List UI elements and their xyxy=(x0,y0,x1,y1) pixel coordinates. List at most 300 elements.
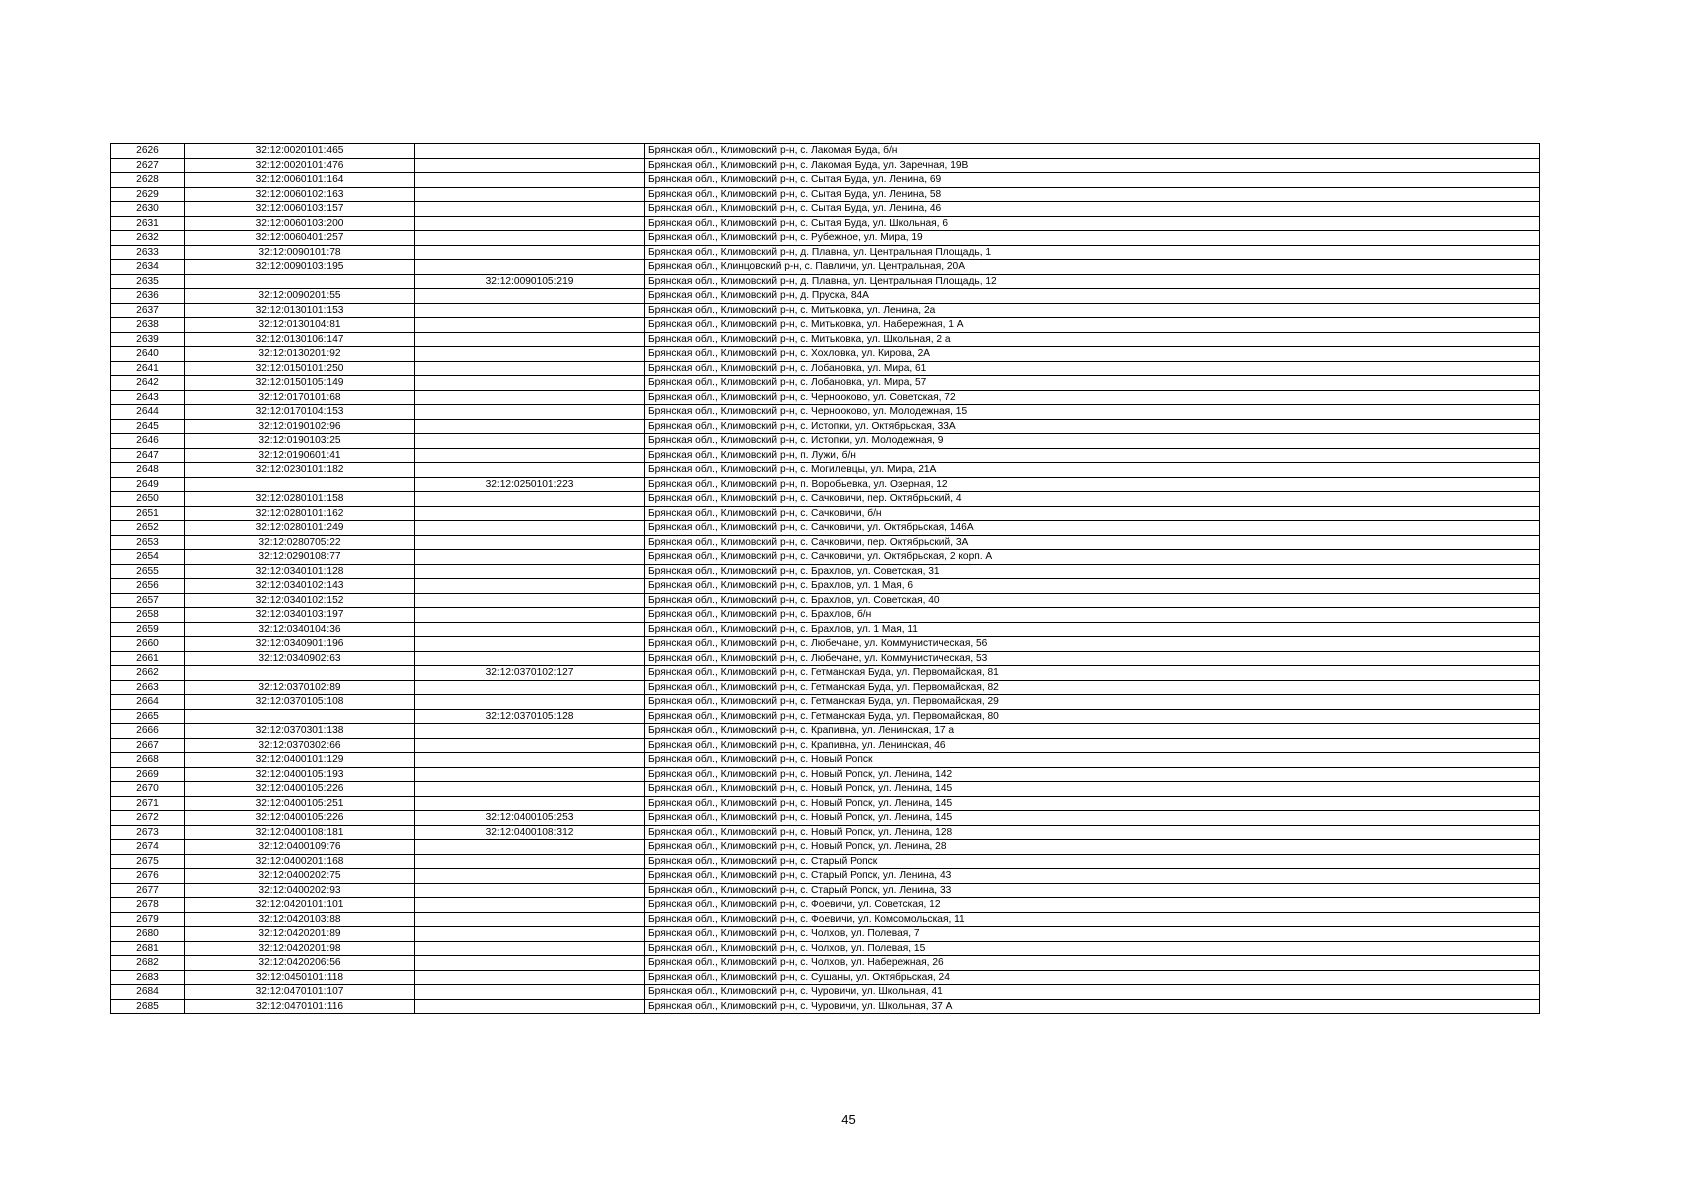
table-row xyxy=(111,405,1540,420)
address-cell: Брянская обл., Климовский р-н, с. Митьковка, ул. Ленина, 2а xyxy=(645,303,1540,318)
address-cell: Брянская обл., Климовский р-н, с. Сушаны, ул. Октябрьская, 24 xyxy=(645,970,1540,985)
address-cell: Брянская обл., Климовский р-н, с. Чернооково, ул. Советская, 72 xyxy=(645,390,1540,405)
cadastral-number-alt-cell: 32:12:0400108:312 xyxy=(415,825,645,840)
table-row xyxy=(111,332,1540,347)
cadastral-number-alt-cell xyxy=(415,405,645,420)
table-row xyxy=(111,753,1540,768)
table-row xyxy=(111,144,1540,159)
table-row xyxy=(111,434,1540,449)
cadastral-number-alt-cell xyxy=(415,448,645,463)
address-cell: Брянская обл., Климовский р-н, с. Новый Ропск, ул. Ленина, 145 xyxy=(645,796,1540,811)
address-cell: Брянская обл., Климовский р-н, с. Лакомая Буда, б/н xyxy=(645,144,1540,159)
address-cell: Брянская обл., Климовский р-н, с. Брахлов, ул. Советская, 31 xyxy=(645,564,1540,579)
row-number-cell: 2684 xyxy=(111,985,185,1000)
address-cell: Брянская обл., Климовский р-н, с. Крапивна, ул. Ленинская, 46 xyxy=(645,738,1540,753)
table-row xyxy=(111,608,1540,623)
cadastral-number-alt-cell xyxy=(415,912,645,927)
table-row xyxy=(111,869,1540,884)
table-row xyxy=(111,956,1540,971)
cadastral-number-cell: 32:12:0170101:68 xyxy=(185,390,415,405)
cadastral-number-cell: 32:12:0400202:75 xyxy=(185,869,415,884)
table-row xyxy=(111,666,1540,681)
row-number-cell: 2640 xyxy=(111,347,185,362)
cadastral-number-alt-cell xyxy=(415,941,645,956)
cadastral-number-alt-cell xyxy=(415,651,645,666)
row-number-cell: 2650 xyxy=(111,492,185,507)
cadastral-number-alt-cell xyxy=(415,999,645,1014)
address-cell: Брянская обл., Климовский р-н, с. Истопки, ул. Молодежная, 9 xyxy=(645,434,1540,449)
cadastral-number-cell xyxy=(185,477,415,492)
row-number-cell: 2671 xyxy=(111,796,185,811)
cadastral-number-cell: 32:12:0400101:129 xyxy=(185,753,415,768)
address-cell: Брянская обл., Климовский р-н, с. Брахлов, ул. 1 Мая, 6 xyxy=(645,579,1540,594)
table-row xyxy=(111,535,1540,550)
row-number-cell: 2683 xyxy=(111,970,185,985)
address-cell: Брянская обл., Климовский р-н, с. Сачковичи, ул. Октябрьская, 146А xyxy=(645,521,1540,536)
cadastral-number-alt-cell xyxy=(415,898,645,913)
address-cell: Брянская обл., Климовский р-н, с. Брахлов, ул. 1 Мая, 11 xyxy=(645,622,1540,637)
table-row xyxy=(111,680,1540,695)
address-cell: Брянская обл., Климовский р-н, с. Новый Ропск xyxy=(645,753,1540,768)
row-number-cell: 2653 xyxy=(111,535,185,550)
address-cell: Брянская обл., Климовский р-н, с. Могилевцы, ул. Мира, 21А xyxy=(645,463,1540,478)
cadastral-number-alt-cell xyxy=(415,695,645,710)
address-cell: Брянская обл., Климовский р-н, д. Плавна, ул. Центральная Площадь, 1 xyxy=(645,245,1540,260)
address-cell: Брянская обл., Климовский р-н, с. Сачковичи, ул. Октябрьская, 2 корп. А xyxy=(645,550,1540,565)
table-row xyxy=(111,854,1540,869)
address-cell: Брянская обл., Климовский р-н, с. Фоевичи, ул. Комсомольская, 11 xyxy=(645,912,1540,927)
cadastral-number-alt-cell xyxy=(415,492,645,507)
address-cell: Брянская обл., Климовский р-н, п. Воробьевка, ул. Озерная, 12 xyxy=(645,477,1540,492)
cadastral-number-alt-cell: 32:12:0370105:128 xyxy=(415,709,645,724)
table-row xyxy=(111,376,1540,391)
cadastral-number-alt-cell xyxy=(415,390,645,405)
cadastral-number-cell xyxy=(185,709,415,724)
row-number-cell: 2632 xyxy=(111,231,185,246)
address-cell: Брянская обл., Климовский р-н, с. Сачковичи, пер. Октябрьский, 4 xyxy=(645,492,1540,507)
cadastral-number-cell: 32:12:0130201:92 xyxy=(185,347,415,362)
cadastral-number-alt-cell xyxy=(415,608,645,623)
address-cell: Брянская обл., Климовский р-н, с. Гетманская Буда, ул. Первомайская, 80 xyxy=(645,709,1540,724)
address-cell: Брянская обл., Климовский р-н, с. Чуровичи, ул. Школьная, 37 А xyxy=(645,999,1540,1014)
row-number-cell: 2644 xyxy=(111,405,185,420)
table-row xyxy=(111,941,1540,956)
cadastral-number-cell: 32:12:0400202:93 xyxy=(185,883,415,898)
cadastral-number-alt-cell: 32:12:0090105:219 xyxy=(415,274,645,289)
table-row xyxy=(111,637,1540,652)
cadastral-number-alt-cell xyxy=(415,579,645,594)
cadastral-number-alt-cell xyxy=(415,303,645,318)
cadastral-number-alt-cell xyxy=(415,753,645,768)
address-cell: Брянская обл., Климовский р-н, с. Чуровичи, ул. Школьная, 41 xyxy=(645,985,1540,1000)
cadastral-number-cell: 32:12:0420206:56 xyxy=(185,956,415,971)
cadastral-number-cell: 32:12:0060101:164 xyxy=(185,173,415,188)
row-number-cell: 2626 xyxy=(111,144,185,159)
cadastral-number-cell: 32:12:0470101:107 xyxy=(185,985,415,1000)
table-row xyxy=(111,347,1540,362)
table-row xyxy=(111,898,1540,913)
address-cell: Брянская обл., Климовский р-н, с. Лобановка, ул. Мира, 57 xyxy=(645,376,1540,391)
cadastral-number-cell: 32:12:0370302:66 xyxy=(185,738,415,753)
row-number-cell: 2666 xyxy=(111,724,185,739)
cadastral-number-cell: 32:12:0340101:128 xyxy=(185,564,415,579)
cadastral-number-alt-cell xyxy=(415,535,645,550)
cadastral-number-alt-cell xyxy=(415,564,645,579)
row-number-cell: 2629 xyxy=(111,187,185,202)
row-number-cell: 2642 xyxy=(111,376,185,391)
table-row xyxy=(111,970,1540,985)
row-number-cell: 2652 xyxy=(111,521,185,536)
address-cell: Брянская обл., Климовский р-н, с. Старый Ропск, ул. Ленина, 33 xyxy=(645,883,1540,898)
row-number-cell: 2658 xyxy=(111,608,185,623)
row-number-cell: 2628 xyxy=(111,173,185,188)
cadastral-number-alt-cell xyxy=(415,869,645,884)
cadastral-number-cell: 32:12:0400105:251 xyxy=(185,796,415,811)
address-cell: Брянская обл., Климовский р-н, с. Хохловка, ул. Кирова, 2А xyxy=(645,347,1540,362)
address-cell: Брянская обл., Климовский р-н, с. Гетманская Буда, ул. Первомайская, 29 xyxy=(645,695,1540,710)
row-number-cell: 2630 xyxy=(111,202,185,217)
cadastral-number-alt-cell xyxy=(415,187,645,202)
table-row xyxy=(111,593,1540,608)
cadastral-number-cell: 32:12:0280101:249 xyxy=(185,521,415,536)
table-row xyxy=(111,622,1540,637)
table-row xyxy=(111,289,1540,304)
row-number-cell: 2636 xyxy=(111,289,185,304)
address-cell: Брянская обл., Климовский р-н, с. Новый Ропск, ул. Ленина, 128 xyxy=(645,825,1540,840)
table-row xyxy=(111,695,1540,710)
row-number-cell: 2678 xyxy=(111,898,185,913)
table-row xyxy=(111,361,1540,376)
row-number-cell: 2633 xyxy=(111,245,185,260)
row-number-cell: 2672 xyxy=(111,811,185,826)
cadastral-number-alt-cell xyxy=(415,245,645,260)
cadastral-number-cell: 32:12:0420201:98 xyxy=(185,941,415,956)
address-cell: Брянская обл., Климовский р-н, с. Любечане, ул. Коммунистическая, 53 xyxy=(645,651,1540,666)
address-cell: Брянская обл., Климовский р-н, с. Чолхов, ул. Полевая, 15 xyxy=(645,941,1540,956)
cadastral-number-alt-cell xyxy=(415,144,645,159)
address-cell: Брянская обл., Климовский р-н, с. Новый Ропск, ул. Ленина, 145 xyxy=(645,782,1540,797)
cadastral-number-cell: 32:12:0150101:250 xyxy=(185,361,415,376)
address-cell: Брянская обл., Климовский р-н, с. Сытая Буда, ул. Ленина, 69 xyxy=(645,173,1540,188)
cadastral-number-cell: 32:12:0340103:197 xyxy=(185,608,415,623)
row-number-cell: 2637 xyxy=(111,303,185,318)
cadastral-number-cell: 32:12:0130101:153 xyxy=(185,303,415,318)
cadastral-number-cell: 32:12:0400108:181 xyxy=(185,825,415,840)
table-row xyxy=(111,782,1540,797)
table-row xyxy=(111,651,1540,666)
cadastral-number-alt-cell xyxy=(415,724,645,739)
cadastral-number-cell: 32:12:0400105:226 xyxy=(185,811,415,826)
row-number-cell: 2634 xyxy=(111,260,185,275)
page-number: 45 xyxy=(841,1112,856,1127)
cadastral-number-cell: 32:12:0090201:55 xyxy=(185,289,415,304)
row-number-cell: 2661 xyxy=(111,651,185,666)
cadastral-number-cell: 32:12:0420201:89 xyxy=(185,927,415,942)
row-number-cell: 2654 xyxy=(111,550,185,565)
cadastral-number-cell: 32:12:0060103:200 xyxy=(185,216,415,231)
table-row xyxy=(111,463,1540,478)
address-cell: Брянская обл., Климовский р-н, с. Брахлов, ул. Советская, 40 xyxy=(645,593,1540,608)
table-row xyxy=(111,796,1540,811)
table-row xyxy=(111,709,1540,724)
cadastral-number-alt-cell xyxy=(415,854,645,869)
table-row xyxy=(111,303,1540,318)
address-cell: Брянская обл., Климовский р-н, с. Новый Ропск, ул. Ленина, 28 xyxy=(645,840,1540,855)
row-number-cell: 2656 xyxy=(111,579,185,594)
cadastral-number-cell: 32:12:0190601:41 xyxy=(185,448,415,463)
row-number-cell: 2676 xyxy=(111,869,185,884)
table-body xyxy=(111,144,1540,1014)
row-number-cell: 2641 xyxy=(111,361,185,376)
address-cell: Брянская обл., Климовский р-н, с. Рубежное, ул. Мира, 19 xyxy=(645,231,1540,246)
row-number-cell: 2668 xyxy=(111,753,185,768)
row-number-cell: 2649 xyxy=(111,477,185,492)
row-number-cell: 2660 xyxy=(111,637,185,652)
table-row xyxy=(111,985,1540,1000)
cadastral-number-cell: 32:12:0420101:101 xyxy=(185,898,415,913)
address-cell: Брянская обл., Климовский р-н, с. Сытая Буда, ул. Ленина, 58 xyxy=(645,187,1540,202)
address-cell: Брянская обл., Климовский р-н, с. Сачковичи, б/н xyxy=(645,506,1540,521)
table-row xyxy=(111,202,1540,217)
address-cell: Брянская обл., Климовский р-н, с. Чернооково, ул. Молодежная, 15 xyxy=(645,405,1540,420)
cadastral-number-alt-cell xyxy=(415,883,645,898)
table-row xyxy=(111,912,1540,927)
cadastral-number-alt-cell xyxy=(415,158,645,173)
cadastral-number-cell: 32:12:0280101:158 xyxy=(185,492,415,507)
address-cell: Брянская обл., Климовский р-н, с. Брахлов, б/н xyxy=(645,608,1540,623)
cadastral-number-cell: 32:12:0060102:163 xyxy=(185,187,415,202)
cadastral-number-alt-cell xyxy=(415,231,645,246)
cadastral-number-alt-cell xyxy=(415,347,645,362)
cadastral-number-alt-cell xyxy=(415,985,645,1000)
cadastral-number-cell: 32:12:0190102:96 xyxy=(185,419,415,434)
cadastral-number-alt-cell xyxy=(415,840,645,855)
table-row xyxy=(111,811,1540,826)
cadastral-number-alt-cell xyxy=(415,289,645,304)
row-number-cell: 2657 xyxy=(111,593,185,608)
table-row xyxy=(111,158,1540,173)
row-number-cell: 2677 xyxy=(111,883,185,898)
table-row xyxy=(111,927,1540,942)
row-number-cell: 2674 xyxy=(111,840,185,855)
row-number-cell: 2635 xyxy=(111,274,185,289)
table-row xyxy=(111,231,1540,246)
row-number-cell: 2643 xyxy=(111,390,185,405)
row-number-cell: 2663 xyxy=(111,680,185,695)
address-cell: Брянская обл., Климовский р-н, с. Старый Ропск xyxy=(645,854,1540,869)
address-cell: Брянская обл., Климовский р-н, с. Сачковичи, пер. Октябрьский, 3А xyxy=(645,535,1540,550)
row-number-cell: 2648 xyxy=(111,463,185,478)
cadastral-number-alt-cell xyxy=(415,637,645,652)
cadastral-number-cell: 32:12:0340901:196 xyxy=(185,637,415,652)
cadastral-number-alt-cell: 32:12:0370102:127 xyxy=(415,666,645,681)
cadastral-number-alt-cell xyxy=(415,622,645,637)
cadastral-number-cell: 32:12:0090103:195 xyxy=(185,260,415,275)
table-row xyxy=(111,550,1540,565)
table-row xyxy=(111,216,1540,231)
cadastral-number-cell: 32:12:0450101:118 xyxy=(185,970,415,985)
cadastral-number-cell: 32:12:0370102:89 xyxy=(185,680,415,695)
cadastral-number-alt-cell xyxy=(415,956,645,971)
cadastral-number-alt-cell xyxy=(415,970,645,985)
cadastral-number-alt-cell xyxy=(415,361,645,376)
cadastral-table xyxy=(110,143,1540,1014)
cadastral-number-cell: 32:12:0020101:476 xyxy=(185,158,415,173)
cadastral-number-alt-cell xyxy=(415,680,645,695)
row-number-cell: 2659 xyxy=(111,622,185,637)
row-number-cell: 2631 xyxy=(111,216,185,231)
cadastral-number-alt-cell xyxy=(415,216,645,231)
address-cell: Брянская обл., Климовский р-н, с. Гетманская Буда, ул. Первомайская, 81 xyxy=(645,666,1540,681)
cadastral-number-alt-cell xyxy=(415,463,645,478)
cadastral-number-alt-cell xyxy=(415,419,645,434)
table-row xyxy=(111,419,1540,434)
address-cell: Брянская обл., Климовский р-н, с. Митьковка, ул. Школьная, 2 а xyxy=(645,332,1540,347)
cadastral-number-alt-cell xyxy=(415,202,645,217)
cadastral-number-cell: 32:12:0340102:152 xyxy=(185,593,415,608)
cadastral-number-cell: 32:12:0280101:162 xyxy=(185,506,415,521)
cadastral-number-alt-cell xyxy=(415,796,645,811)
cadastral-number-cell: 32:12:0060103:157 xyxy=(185,202,415,217)
cadastral-number-alt-cell xyxy=(415,376,645,391)
cadastral-number-alt-cell xyxy=(415,521,645,536)
address-cell: Брянская обл., Климовский р-н, с. Лакомая Буда, ул. Заречная, 19В xyxy=(645,158,1540,173)
cadastral-number-cell: 32:12:0470101:116 xyxy=(185,999,415,1014)
cadastral-number-alt-cell xyxy=(415,332,645,347)
address-cell: Брянская обл., Климовский р-н, с. Фоевичи, ул. Советская, 12 xyxy=(645,898,1540,913)
row-number-cell: 2651 xyxy=(111,506,185,521)
address-cell: Брянская обл., Климовский р-н, с. Митьковка, ул. Набережная, 1 А xyxy=(645,318,1540,333)
cadastral-number-cell: 32:12:0060401:257 xyxy=(185,231,415,246)
table-row xyxy=(111,564,1540,579)
cadastral-number-alt-cell xyxy=(415,260,645,275)
cadastral-number-cell: 32:12:0150105:149 xyxy=(185,376,415,391)
address-cell: Брянская обл., Климовский р-н, с. Крапивна, ул. Ленинская, 17 а xyxy=(645,724,1540,739)
address-cell: Брянская обл., Климовский р-н, с. Чолхов, ул. Набережная, 26 xyxy=(645,956,1540,971)
row-number-cell: 2665 xyxy=(111,709,185,724)
row-number-cell: 2655 xyxy=(111,564,185,579)
row-number-cell: 2679 xyxy=(111,912,185,927)
address-cell: Брянская обл., Климовский р-н, с. Сытая Буда, ул. Ленина, 46 xyxy=(645,202,1540,217)
table-row xyxy=(111,840,1540,855)
row-number-cell: 2680 xyxy=(111,927,185,942)
table-row xyxy=(111,390,1540,405)
row-number-cell: 2646 xyxy=(111,434,185,449)
cadastral-number-cell: 32:12:0340102:143 xyxy=(185,579,415,594)
row-number-cell: 2647 xyxy=(111,448,185,463)
address-cell: Брянская обл., Климовский р-н, д. Пруска, 84А xyxy=(645,289,1540,304)
row-number-cell: 2685 xyxy=(111,999,185,1014)
row-number-cell: 2667 xyxy=(111,738,185,753)
cadastral-number-alt-cell xyxy=(415,434,645,449)
cadastral-number-cell: 32:12:0190103:25 xyxy=(185,434,415,449)
cadastral-number-alt-cell xyxy=(415,173,645,188)
cadastral-number-cell: 32:12:0290108:77 xyxy=(185,550,415,565)
cadastral-number-alt-cell xyxy=(415,506,645,521)
cadastral-number-cell: 32:12:0230101:182 xyxy=(185,463,415,478)
address-cell: Брянская обл., Климовский р-н, с. Новый Ропск, ул. Ленина, 145 xyxy=(645,811,1540,826)
cadastral-number-alt-cell xyxy=(415,782,645,797)
cadastral-number-alt-cell xyxy=(415,767,645,782)
row-number-cell: 2673 xyxy=(111,825,185,840)
cadastral-number-cell: 32:12:0340902:63 xyxy=(185,651,415,666)
address-cell: Брянская обл., Клинцовский р-н, с. Павличи, ул. Центральная, 20А xyxy=(645,260,1540,275)
table-row xyxy=(111,738,1540,753)
table-row xyxy=(111,579,1540,594)
row-number-cell: 2675 xyxy=(111,854,185,869)
table-row xyxy=(111,260,1540,275)
table-row xyxy=(111,448,1540,463)
cadastral-number-cell: 32:12:0170104:153 xyxy=(185,405,415,420)
table-row xyxy=(111,318,1540,333)
address-cell: Брянская обл., Климовский р-н, с. Чолхов, ул. Полевая, 7 xyxy=(645,927,1540,942)
row-number-cell: 2682 xyxy=(111,956,185,971)
table-row xyxy=(111,999,1540,1014)
cadastral-number-cell xyxy=(185,666,415,681)
address-cell: Брянская обл., Климовский р-н, с. Старый Ропск, ул. Ленина, 43 xyxy=(645,869,1540,884)
cadastral-number-cell: 32:12:0340104:36 xyxy=(185,622,415,637)
address-cell: Брянская обл., Климовский р-н, с. Любечане, ул. Коммунистическая, 56 xyxy=(645,637,1540,652)
cadastral-number-cell: 32:12:0130106:147 xyxy=(185,332,415,347)
row-number-cell: 2639 xyxy=(111,332,185,347)
cadastral-number-alt-cell: 32:12:0250101:223 xyxy=(415,477,645,492)
cadastral-number-cell: 32:12:0400201:168 xyxy=(185,854,415,869)
address-cell: Брянская обл., Климовский р-н, с. Гетманская Буда, ул. Первомайская, 82 xyxy=(645,680,1540,695)
row-number-cell: 2645 xyxy=(111,419,185,434)
row-number-cell: 2664 xyxy=(111,695,185,710)
row-number-cell: 2662 xyxy=(111,666,185,681)
row-number-cell: 2669 xyxy=(111,767,185,782)
cadastral-number-alt-cell xyxy=(415,550,645,565)
cadastral-number-cell: 32:12:0400109:76 xyxy=(185,840,415,855)
address-cell: Брянская обл., Климовский р-н, с. Новый Ропск, ул. Ленина, 142 xyxy=(645,767,1540,782)
table-row xyxy=(111,825,1540,840)
cadastral-number-cell: 32:12:0020101:465 xyxy=(185,144,415,159)
address-cell: Брянская обл., Климовский р-н, с. Истопки, ул. Октябрьская, 33А xyxy=(645,419,1540,434)
table-row xyxy=(111,477,1540,492)
row-number-cell: 2627 xyxy=(111,158,185,173)
address-cell: Брянская обл., Климовский р-н, д. Плавна, ул. Центральная Площадь, 12 xyxy=(645,274,1540,289)
cadastral-number-cell: 32:12:0400105:193 xyxy=(185,767,415,782)
table-row xyxy=(111,724,1540,739)
table-row xyxy=(111,173,1540,188)
cadastral-number-cell: 32:12:0280705:22 xyxy=(185,535,415,550)
cadastral-number-alt-cell xyxy=(415,927,645,942)
cadastral-number-alt-cell: 32:12:0400105:253 xyxy=(415,811,645,826)
cadastral-number-alt-cell xyxy=(415,738,645,753)
table-row xyxy=(111,274,1540,289)
cadastral-number-cell: 32:12:0420103:88 xyxy=(185,912,415,927)
row-number-cell: 2681 xyxy=(111,941,185,956)
cadastral-number-alt-cell xyxy=(415,318,645,333)
cadastral-number-cell: 32:12:0130104:81 xyxy=(185,318,415,333)
address-cell: Брянская обл., Климовский р-н, с. Лобановка, ул. Мира, 61 xyxy=(645,361,1540,376)
table-row xyxy=(111,492,1540,507)
cadastral-number-cell: 32:12:0370105:108 xyxy=(185,695,415,710)
cadastral-number-cell: 32:12:0400105:226 xyxy=(185,782,415,797)
table-row xyxy=(111,883,1540,898)
row-number-cell: 2638 xyxy=(111,318,185,333)
address-cell: Брянская обл., Климовский р-н, п. Лужи, б/н xyxy=(645,448,1540,463)
table-row xyxy=(111,187,1540,202)
address-cell: Брянская обл., Климовский р-н, с. Сытая Буда, ул. Школьная, 6 xyxy=(645,216,1540,231)
row-number-cell: 2670 xyxy=(111,782,185,797)
cadastral-number-cell: 32:12:0370301:138 xyxy=(185,724,415,739)
table-row xyxy=(111,506,1540,521)
table-row xyxy=(111,767,1540,782)
cadastral-number-cell: 32:12:0090101:78 xyxy=(185,245,415,260)
table-row xyxy=(111,521,1540,536)
